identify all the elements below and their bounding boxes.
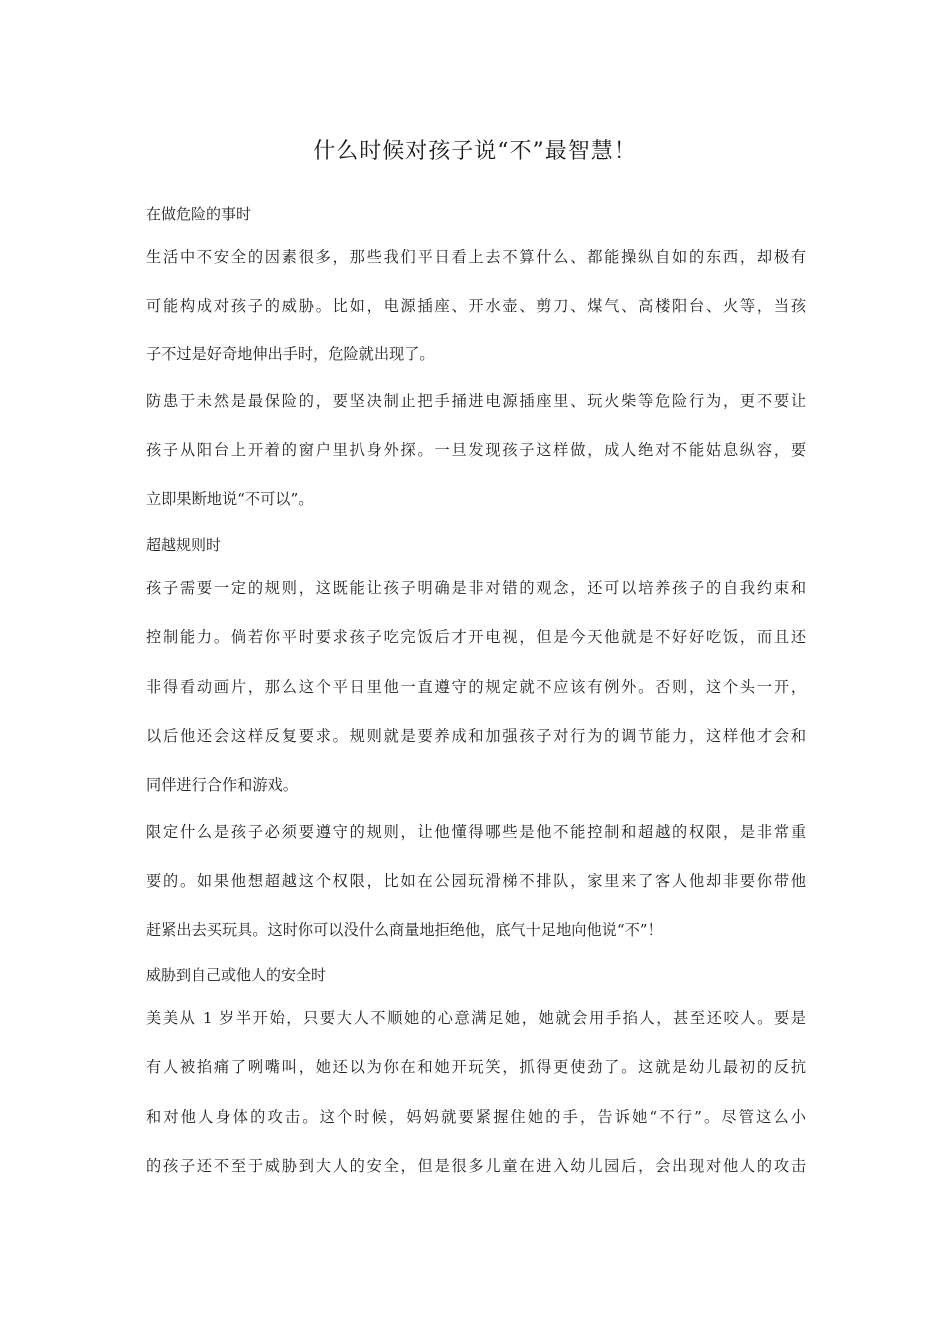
paragraph-line: 以后他还会这样反复要求。规则就是要养成和加强孩子对行为的调节能力，这样他才会和 [146, 727, 806, 745]
paragraph-line: 控制能力。倘若你平时要求孩子吃完饭后才开电视，但是今天他就是不好好吃饭，而且还 [146, 628, 806, 646]
paragraph-line: 非得看动画片，那么这个平日里他一直遵守的规定就不应该有例外。否则，这个头一开， [146, 678, 806, 696]
paragraph-line: 和对他人身体的攻击。这个时候，妈妈就要紧握住她的手，告诉她“不行”。尽管这么小 [146, 1108, 806, 1126]
paragraph-line: 立即果断地说“不可以”。 [146, 490, 314, 508]
paragraph-line: 赶紧出去买玩具。这时你可以没什么商量地拒绝他，底气十足地向他说“不”！ [146, 921, 663, 939]
section-heading-rules: 超越规则时 [146, 536, 222, 554]
paragraph-line: 孩子需要一定的规则，这既能让孩子明确是非对错的观念，还可以培养孩子的自我约束和 [146, 579, 806, 597]
paragraph-line: 防患于未然是最保险的，要坚决制止把手捅进电源插座里、玩火柴等危险行为，更不要让 [146, 392, 806, 410]
paragraph-line: 孩子从阳台上开着的窗户里扒身外探。一旦发现孩子这样做，成人绝对不能姑息纵容，要 [146, 441, 806, 459]
section-heading-danger: 在做危险的事时 [146, 205, 252, 223]
section-heading-safety: 威胁到自己或他人的安全时 [146, 966, 327, 984]
document-title: 什么时候对孩子说“不”最智慧！ [313, 139, 637, 164]
paragraph-line: 要的。如果他想超越这个权限，比如在公园玩滑梯不排队，家里来了客人他却非要你带他 [146, 872, 806, 890]
paragraph-line: 美美从 1 岁半开始，只要大人不顺她的心意满足她，她就会用手掐人，甚至还咬人。要是 [146, 1009, 806, 1027]
paragraph-line: 可能构成对孩子的威胁。比如，电源插座、开水壶、剪刀、煤气、高楼阳台、火等，当孩 [146, 297, 806, 315]
paragraph-line: 有人被掐痛了咧嘴叫，她还以为你在和她开玩笑，抓得更使劲了。这就是幼儿最初的反抗 [146, 1058, 806, 1076]
paragraph-line: 子不过是好奇地伸出手时，危险就出现了。 [146, 345, 435, 363]
paragraph-line: 生活中不安全的因素很多，那些我们平日看上去不算什么、都能操纵自如的东西，却极有 [146, 248, 806, 266]
paragraph-line: 的孩子还不至于威胁到大人的安全，但是很多儿童在进入幼儿园后，会出现对他人的攻击 [146, 1157, 806, 1175]
paragraph-line: 同伴进行合作和游戏。 [146, 776, 298, 794]
paragraph-line: 限定什么是孩子必须要遵守的规则，让他懂得哪些是他不能控制和超越的权限，是非常重 [146, 823, 806, 841]
